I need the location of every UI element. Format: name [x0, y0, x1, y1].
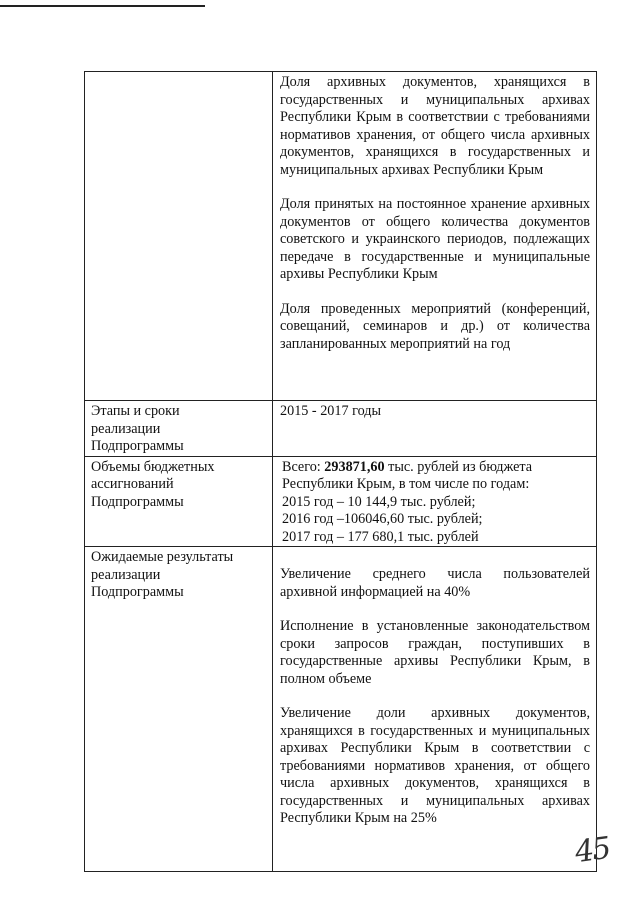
table-row-stages	[85, 401, 597, 457]
indicator-paragraph-2: Доля принятых на постоянное хранение архивных документов от общего количества документов советского и украинского периодов, подлежащих передаче в государственные и муниципальные архивы Республики Крым	[280, 196, 590, 282]
row4-label-line-1: Ожидаемые результаты	[91, 549, 234, 565]
result-paragraph-2: Исполнение в установленные законодательством сроки запросов граждан, поступивших в государственные архивы Республики Крым, в полном объеме	[280, 618, 590, 687]
budget-total-line	[280, 459, 590, 477]
table-row-indicators	[85, 72, 597, 401]
row4-label	[85, 547, 273, 872]
indicator-paragraph-3: Доля проведенных мероприятий (конференций, совещаний, семинаров и др.) от количества запланированных мероприятий на год	[280, 300, 590, 352]
row4-content	[273, 547, 597, 872]
row4-label-line-3: Подпрограммы	[91, 584, 184, 600]
indicator-paragraph-1: Доля архивных документов, хранящихся в государственных и муниципальных архивах Республики Крым в соответствии с требованиями нормативов хранения, от общего числа архивных документов, хранящихся в государственных и муниципальных архивах Республики Крым	[280, 74, 590, 178]
budget-line-2: Республики Крым, в том числе по годам:	[282, 476, 530, 492]
row3-label-line-2: ассигнований	[91, 476, 174, 492]
row2-label-line-1: Этапы и сроки	[91, 403, 180, 419]
row4-label-line-2: реализации	[91, 566, 161, 583]
top-rule	[0, 5, 205, 7]
budget-year-2016: 2016 год –106046,60 тыс. рублей;	[282, 511, 483, 527]
budget-total-prefix: Всего:	[282, 458, 325, 475]
row3-label-line-3: Подпрограммы	[91, 493, 184, 510]
row2-label-line-3: Подпрограммы	[91, 438, 184, 454]
result-paragraph-3: Увеличение доли архивных документов, хранящихся в государственных и муниципальных архивах Республики Крым в соответствии с требованиями нормативов хранения, от общего числа архивных документов, хранящихся в государственных и муниципальных архивах Республики Крым на 25%	[280, 705, 590, 826]
row3-label	[85, 456, 273, 547]
passport-table	[84, 71, 597, 872]
row3-label-line-1: Объемы бюджетных	[91, 458, 215, 475]
table-row-budget	[85, 456, 597, 547]
table-row-results	[85, 547, 597, 872]
budget-year-2015: 2015 год – 10 144,9 тыс. рублей;	[282, 493, 476, 510]
budget-total-amount: 293871,60	[324, 458, 385, 475]
row2-label-line-2: реализации	[91, 420, 161, 437]
row1-label	[85, 72, 273, 401]
row3-content	[273, 456, 597, 547]
handwritten-page-number: 45	[572, 830, 612, 871]
budget-year-2017: 2017 год – 177 680,1 тыс. рублей	[282, 528, 479, 545]
row1-content	[273, 72, 597, 401]
row2-label	[85, 401, 273, 457]
budget-total-suffix: тыс. рублей из бюджета	[384, 458, 533, 475]
row2-content	[273, 401, 597, 457]
stages-value: 2015 - 2017 годы	[280, 403, 382, 419]
result-paragraph-1: Увеличение среднего числа пользователей архивной информацией на 40%	[280, 566, 590, 600]
